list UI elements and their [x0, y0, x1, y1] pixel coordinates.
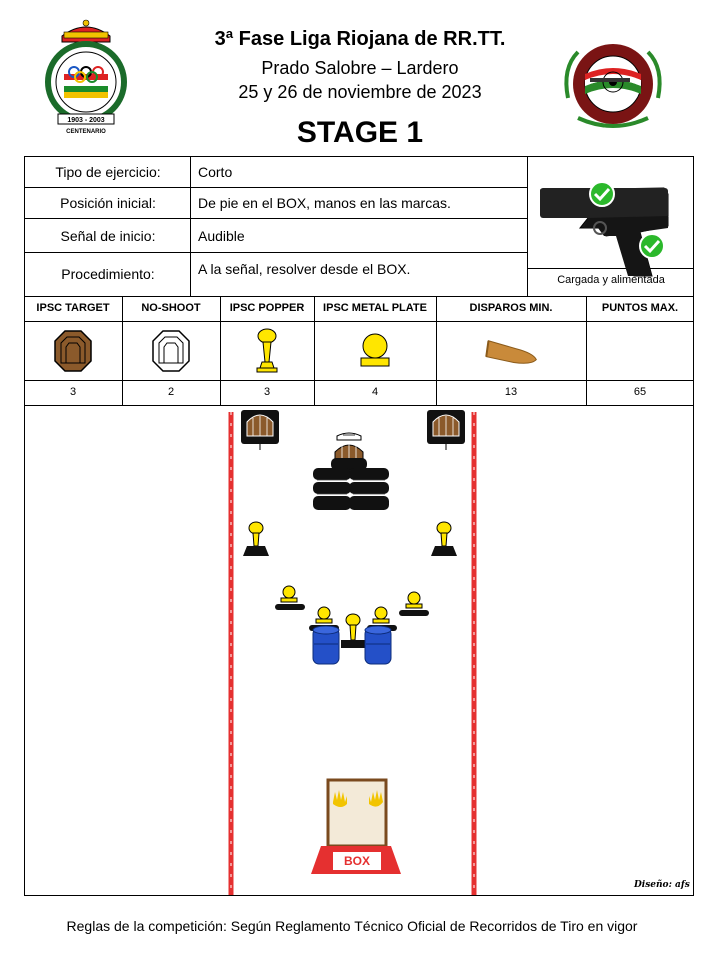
info-value: De pie en el BOX, manos en las marcas.: [198, 195, 451, 211]
logo-centenary: CENTENARIO: [66, 129, 106, 135]
info-value: Corto: [198, 164, 233, 180]
info-row-divider: [24, 218, 528, 219]
metal-plate-cell: [314, 321, 436, 380]
info-value: Audible: [198, 228, 245, 244]
bullet-cell: [436, 321, 586, 380]
start-box-table: [328, 780, 386, 846]
info-value: A la señal, resolver desde el BOX.: [198, 261, 411, 277]
count-cell: 65: [633, 386, 647, 398]
info-label: Tipo de ejercicio:: [55, 164, 161, 180]
ipsc-popper-right: [431, 522, 457, 556]
column-header: IPSC METAL PLATE: [323, 302, 427, 314]
count-cell: 3: [263, 386, 271, 398]
info-row-divider: [24, 187, 528, 188]
ipsc-target-cell: [24, 321, 122, 380]
column-header: IPSC TARGET: [36, 302, 110, 314]
info-label: Señal de inicio:: [60, 228, 156, 244]
stage-diagram: [25, 406, 693, 895]
ipsc-popper-cell: [220, 321, 314, 380]
column-header: NO-SHOOT: [141, 302, 201, 314]
column-header: DISPAROS MIN.: [469, 302, 553, 314]
club-logo: [558, 38, 668, 132]
info-label: Procedimiento:: [61, 266, 155, 282]
column-header: IPSC POPPER: [229, 302, 305, 314]
date-text: 25 y 26 de noviembre de 2023: [238, 82, 482, 102]
column-header: PUNTOS MAX.: [601, 302, 679, 314]
count-cell: 3: [69, 386, 77, 398]
count-cell: 13: [504, 386, 518, 398]
gun-caption: Cargada y alimentada: [557, 274, 665, 286]
ipsc-popper-left: [243, 522, 269, 556]
venue-text: Prado Salobre – Lardero: [261, 58, 459, 78]
check-icon: [640, 234, 664, 258]
metal-plate-icon: [357, 331, 393, 371]
stage-heading: STAGE 1: [296, 116, 424, 149]
ipsc-popper-center: [341, 614, 367, 648]
check-icon: [590, 182, 614, 206]
design-credit: Diseño: afs: [634, 880, 690, 890]
page-title: 3ª Fase Liga Riojana de RR.TT.: [214, 28, 506, 50]
metal-plate-4: [399, 592, 429, 616]
count-cell: 4: [371, 386, 379, 398]
federation-logo: [40, 14, 132, 136]
bullet-icon: [483, 336, 539, 366]
box-label: BOX: [343, 854, 370, 868]
no-shoot-center: [337, 433, 361, 440]
count-cell: 2: [167, 386, 175, 398]
no-shoot-icon: [151, 329, 191, 373]
ipsc-target-right: [427, 410, 465, 450]
ipsc-target-left: [241, 410, 279, 450]
footer-rules: Reglas de la competición: Según Reglamento Técnico Oficial de Recorridos de Tiro en vigor: [66, 918, 638, 934]
barrel-right: [365, 626, 391, 664]
no-shoot-cell: [122, 321, 220, 380]
ipsc-popper-icon: [252, 328, 282, 374]
barrel-left: [313, 626, 339, 664]
ipsc-target-icon: [53, 329, 93, 373]
metal-plate-1: [275, 586, 305, 610]
logo-years: 1903 - 2003: [67, 117, 105, 124]
info-row-divider: [24, 252, 528, 253]
info-label: Posición inicial:: [60, 195, 156, 211]
tyre-stack: [313, 458, 389, 510]
